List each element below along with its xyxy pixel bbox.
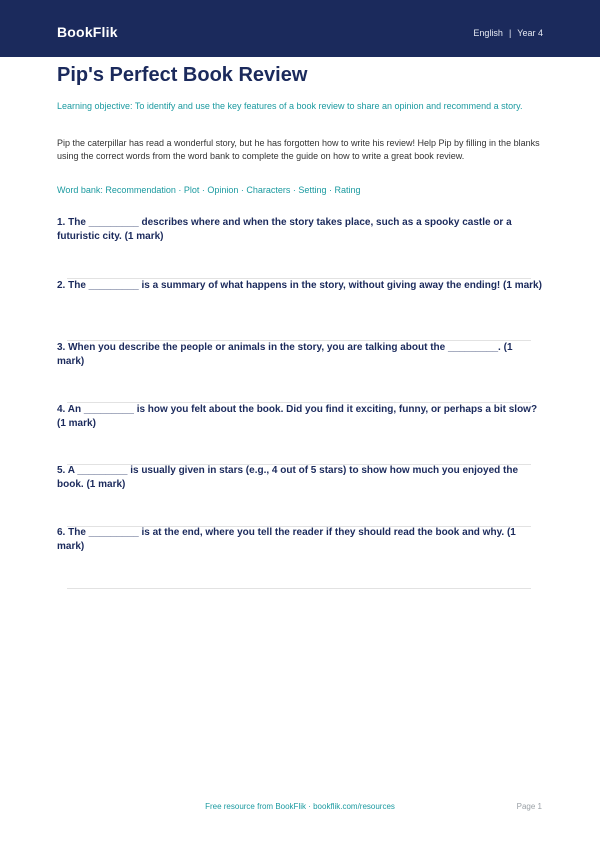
learning-objective: Learning objective: To identify and use the key features of a book review to share an opinion and recommend a story. [57, 101, 523, 111]
meta-separator: | [508, 28, 512, 38]
brand-logo: BookFlik [57, 24, 118, 40]
header-bar [0, 0, 600, 57]
answer-rule [67, 588, 531, 589]
question-2: 2. The _________ is a summary of what happens in the story, without giving away the ending! (1 mark) [57, 280, 542, 291]
page-title: Pip's Perfect Book Review [57, 64, 308, 86]
header-meta [473, 28, 543, 38]
word-bank: Word bank: Recommendation · Plot · Opinion · Characters · Setting · Rating [57, 185, 361, 195]
question-1: 1. The _________ describes where and when the story takes place, such as a spooky castle or a futuristic city. (1 mark) [57, 217, 512, 242]
intro-paragraph: Pip the caterpillar has read a wonderful story, but he has forgotten how to write his review! Help Pip by filling in the blanks using the correct words from the word bank to complete the guide on how to write a great book review. [57, 138, 540, 161]
question-4: 4. An _________ is how you felt about the book. Did you find it exciting, funny, or perhaps a bit slow? (1 mark) [57, 404, 538, 429]
question-5: 5. A _________ is usually given in stars (e.g., 4 out of 5 stars) to show how much you enjoyed the book. (1 mark) [57, 465, 519, 490]
question-6: 6. The _________ is at the end, where you tell the reader if they should read the book and why. (1 mark) [57, 527, 516, 552]
question-3: 3. When you describe the people or animals in the story, you are talking about the _________. (1 mark) [57, 342, 513, 367]
year-label: Year 4 [517, 28, 543, 38]
footer-credit: Free resource from BookFlik · bookflik.com/resources [205, 802, 395, 811]
page-number: Page 1 [516, 802, 542, 811]
subject-label: English [473, 28, 503, 38]
